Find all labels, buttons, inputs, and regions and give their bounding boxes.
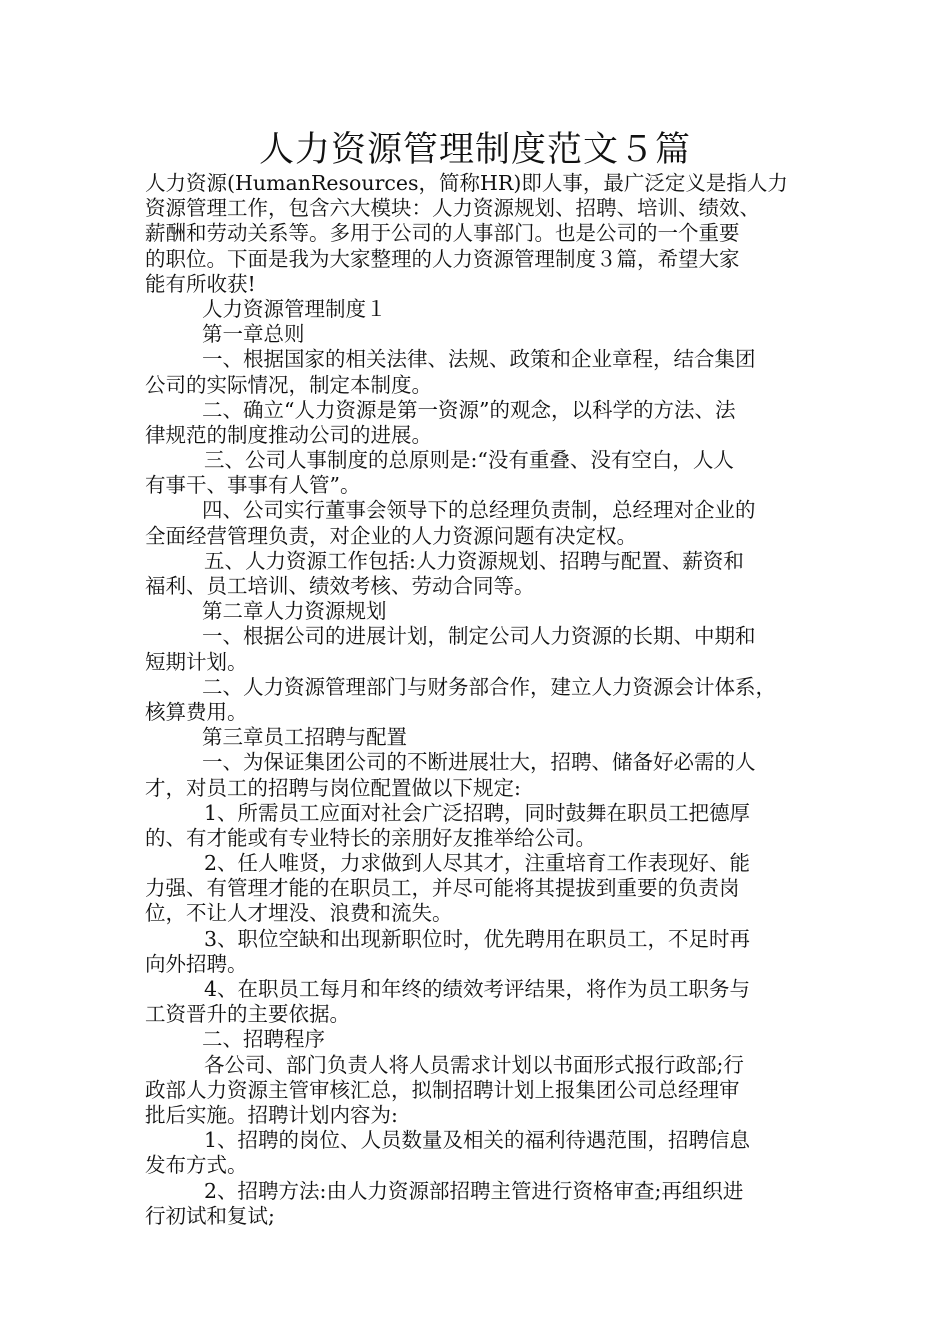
text-line: 全面经营管理负责，对企业的人力资源问题有决定权。 <box>145 523 637 548</box>
text-line: 政部人力资源主管审核汇总，拟制招聘计划上报集团公司总经理审 <box>145 1077 740 1102</box>
text-line: 第二章人力资源规划 <box>202 599 387 624</box>
text-line: 一、根据国家的相关法律、法规、政策和企业章程，结合集团 <box>202 347 756 372</box>
text-line: 向外招聘。 <box>145 951 248 976</box>
text-line: 三、公司人事制度的总原则是:“没有重叠、没有空白，人人 <box>204 448 734 473</box>
text-line: 短期计划。 <box>145 649 248 674</box>
text-line: 资源管理工作，包含六大模块：人力资源规划、招聘、培训、绩效、 <box>145 196 760 221</box>
paragraph <box>145 448 813 498</box>
paragraph <box>145 398 813 448</box>
paragraph <box>145 1128 813 1178</box>
text-line: 1、招聘的岗位、人员数量及相关的福利待遇范围，招聘信息 <box>204 1128 751 1153</box>
text-line: 2、任人唯贤，力求做到人尽其才，注重培育工作表现好、能 <box>204 851 751 876</box>
text-line: 行初试和复试; <box>145 1203 275 1228</box>
paragraph <box>145 498 813 548</box>
paragraph <box>145 347 813 397</box>
text-line: 能有所收获! <box>145 271 256 296</box>
text-line: 3、职位空缺和出现新职位时，优先聘用在职员工，不足时再 <box>204 926 751 951</box>
text-line: 4、在职员工每月和年终的绩效考评结果，将作为员工职务与 <box>204 977 751 1001</box>
paragraph <box>145 851 813 927</box>
paragraph <box>145 1179 813 1229</box>
text-line: 律规范的制度推动公司的进展。 <box>145 422 432 447</box>
paragraph <box>145 725 813 750</box>
text-line: 人力资源管理制度１ <box>202 296 387 321</box>
text-line: 1、所需员工应面对社会广泛招聘，同时鼓舞在职员工把德厚 <box>204 800 751 825</box>
text-line: 第一章总则 <box>202 322 305 347</box>
paragraph <box>145 801 813 851</box>
text-line: 一、根据公司的进展计划，制定公司人力资源的长期、中期和 <box>202 624 756 649</box>
text-line: 核算费用。 <box>145 699 248 724</box>
text-line: 二、人力资源管理部门与财务部合作，建立人力资源会计体系， <box>202 674 776 699</box>
text-line: 二、确立“人力资源是第一资源”的观念，以科学的方法、法 <box>202 397 736 422</box>
text-line: 五、人力资源工作包括:人力资源规划、招聘与配置、薪资和 <box>204 548 744 573</box>
paragraph <box>145 171 813 297</box>
paragraph <box>145 549 813 599</box>
text-line: 有事干、事事有人管”。 <box>145 473 361 498</box>
text-line: 批后实施。招聘计划内容为: <box>145 1102 398 1127</box>
paragraph <box>145 977 813 1027</box>
paragraph <box>145 1053 813 1129</box>
paragraph <box>145 927 813 977</box>
text-line: 发布方式。 <box>145 1153 248 1178</box>
text-line: 2、招聘方法:由人力资源部招聘主管进行资格审查;再组织进 <box>204 1178 744 1203</box>
text-line: 一、为保证集团公司的不断进展壮大，招聘、储备好必需的人 <box>202 750 756 775</box>
text-line: 的、有才能或有专业特长的亲朋好友推举给公司。 <box>145 825 596 850</box>
paragraph <box>145 750 813 800</box>
text-line: 位，不让人才埋没、浪费和流失。 <box>145 901 453 926</box>
text-line: 才，对员工的招聘与岗位配置做以下规定: <box>145 775 521 800</box>
text-line: 公司的实际情况，制定本制度。 <box>145 372 432 397</box>
text-line: 第三章员工招聘与配置 <box>202 725 407 750</box>
text-line: 的职位。下面是我为大家整理的人力资源管理制度３篇，希望大家 <box>145 246 740 271</box>
text-line: 工资晋升的主要依据。 <box>145 1002 350 1027</box>
paragraph <box>145 675 813 725</box>
paragraph <box>145 599 813 624</box>
text-line: 二、招聘程序 <box>202 1027 325 1052</box>
paragraph <box>145 297 813 322</box>
text-line: 力强、有管理才能的在职员工，并尽可能将其提拔到重要的负责岗 <box>145 876 740 901</box>
text-line: 福利、员工培训、绩效考核、劳动合同等。 <box>145 574 535 598</box>
text-line: 薪酬和劳动关系等。多用于公司的人事部门。也是公司的一个重要 <box>145 221 740 246</box>
document-body <box>145 171 813 1229</box>
text-line: 四、公司实行董事会领导下的总经理负责制，总经理对企业的 <box>202 498 756 523</box>
text-line: 各公司、部门负责人将人员需求计划以书面形式报行政部;行 <box>204 1052 744 1077</box>
document-title: 人力资源管理制度范文５篇 <box>258 130 691 170</box>
paragraph <box>145 1027 813 1052</box>
paragraph <box>145 624 813 674</box>
text-line: 人力资源(HumanResources，简称HR)即人事，最广泛定义是指人力 <box>145 171 788 195</box>
paragraph <box>145 322 813 347</box>
